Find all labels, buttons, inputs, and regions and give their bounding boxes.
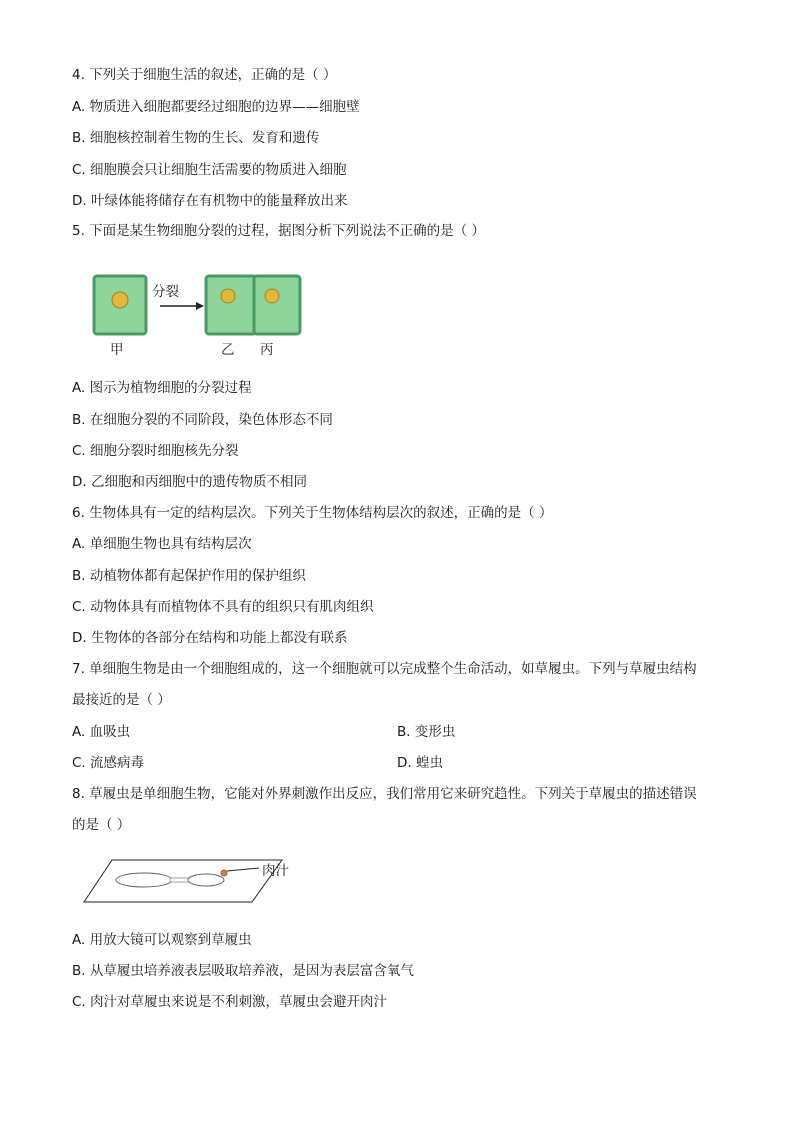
q7-option-c: C. 流感病毒 — [72, 755, 145, 771]
q5-option-c: C. 细胞分裂时细胞核先分裂 — [72, 443, 239, 459]
q8-option-a: A. 用放大镜可以观察到草履虫 — [72, 932, 252, 948]
q8-option-b: B. 从草履虫培养液表层吸取培养液，是因为表层富含氧气 — [72, 963, 414, 979]
q8-stem-line2: 的是（ ） — [72, 817, 131, 833]
q7-option-d: D. 蝗虫 — [397, 755, 443, 771]
label-jia: 甲 — [110, 342, 124, 358]
q5-option-d: D. 乙细胞和丙细胞中的遗传物质不相同 — [72, 474, 307, 490]
nucleus-jia — [112, 292, 128, 308]
arrow-head-icon — [196, 302, 204, 310]
q7-stem-line1: 7. 单细胞生物是由一个细胞组成的，这一个细胞就可以完成整个生命活动，如草履虫。下列与草履虫结构 — [72, 661, 697, 677]
culture-drop-right — [188, 874, 224, 886]
q4-option-d: D. 叶绿体能将储存在有机物中的能量释放出来 — [72, 193, 348, 209]
cell-division-figure — [88, 270, 318, 360]
culture-drop-left — [116, 873, 172, 887]
q6-option-d: D. 生物体的各部分在结构和功能上都没有联系 — [72, 630, 348, 646]
q7-option-a: A. 血吸虫 — [72, 724, 131, 740]
meat-juice-drop — [221, 870, 227, 876]
q4-option-a: A. 物质进入细胞都要经过细胞的边界——细胞壁 — [72, 99, 360, 115]
cell-yi — [206, 276, 256, 334]
q5-stem: 5. 下面是某生物细胞分裂的过程，据图分析下列说法不正确的是（ ） — [72, 223, 485, 239]
q7-option-b: B. 变形虫 — [397, 724, 456, 740]
q5-option-a: A. 图示为植物细胞的分裂过程 — [72, 380, 252, 396]
q8-stem-line1: 8. 草履虫是单细胞生物，它能对外界刺激作出反应，我们常用它来研究趋性。下列关于草履虫的描述错误 — [72, 786, 697, 802]
q4-option-c: C. 细胞膜会只让细胞生活需要的物质进入细胞 — [72, 162, 347, 178]
q4-option-b: B. 细胞核控制着生物的生长、发育和遗传 — [72, 130, 320, 146]
cell-bing — [254, 276, 300, 334]
nucleus-bing — [265, 289, 279, 303]
label-bing: 丙 — [260, 342, 274, 358]
q6-stem: 6. 生物体具有一定的结构层次。下列关于生物体结构层次的叙述，正确的是（ ） — [72, 505, 553, 521]
paramecium-slide-figure — [82, 856, 312, 908]
nucleus-yi — [221, 289, 235, 303]
q8-option-c: C. 肉汁对草履虫来说是不利刺激，草履虫会避开肉汁 — [72, 994, 388, 1010]
label-meat-juice: 肉汁 — [262, 863, 289, 879]
q6-option-a: A. 单细胞生物也具有结构层次 — [72, 536, 252, 552]
q6-option-c: C. 动物体具有而植物体不具有的组织只有肌肉组织 — [72, 599, 374, 615]
q4-stem: 4. 下列关于细胞生活的叙述，正确的是（ ） — [72, 67, 337, 83]
arrow-label: 分裂 — [152, 284, 179, 300]
q5-option-b: B. 在细胞分裂的不同阶段，染色体形态不同 — [72, 412, 333, 428]
q7-stem-line2: 最接近的是（ ） — [72, 692, 171, 708]
label-yi: 乙 — [221, 342, 235, 358]
q6-option-b: B. 动植物体都有起保护作用的保护组织 — [72, 568, 306, 584]
